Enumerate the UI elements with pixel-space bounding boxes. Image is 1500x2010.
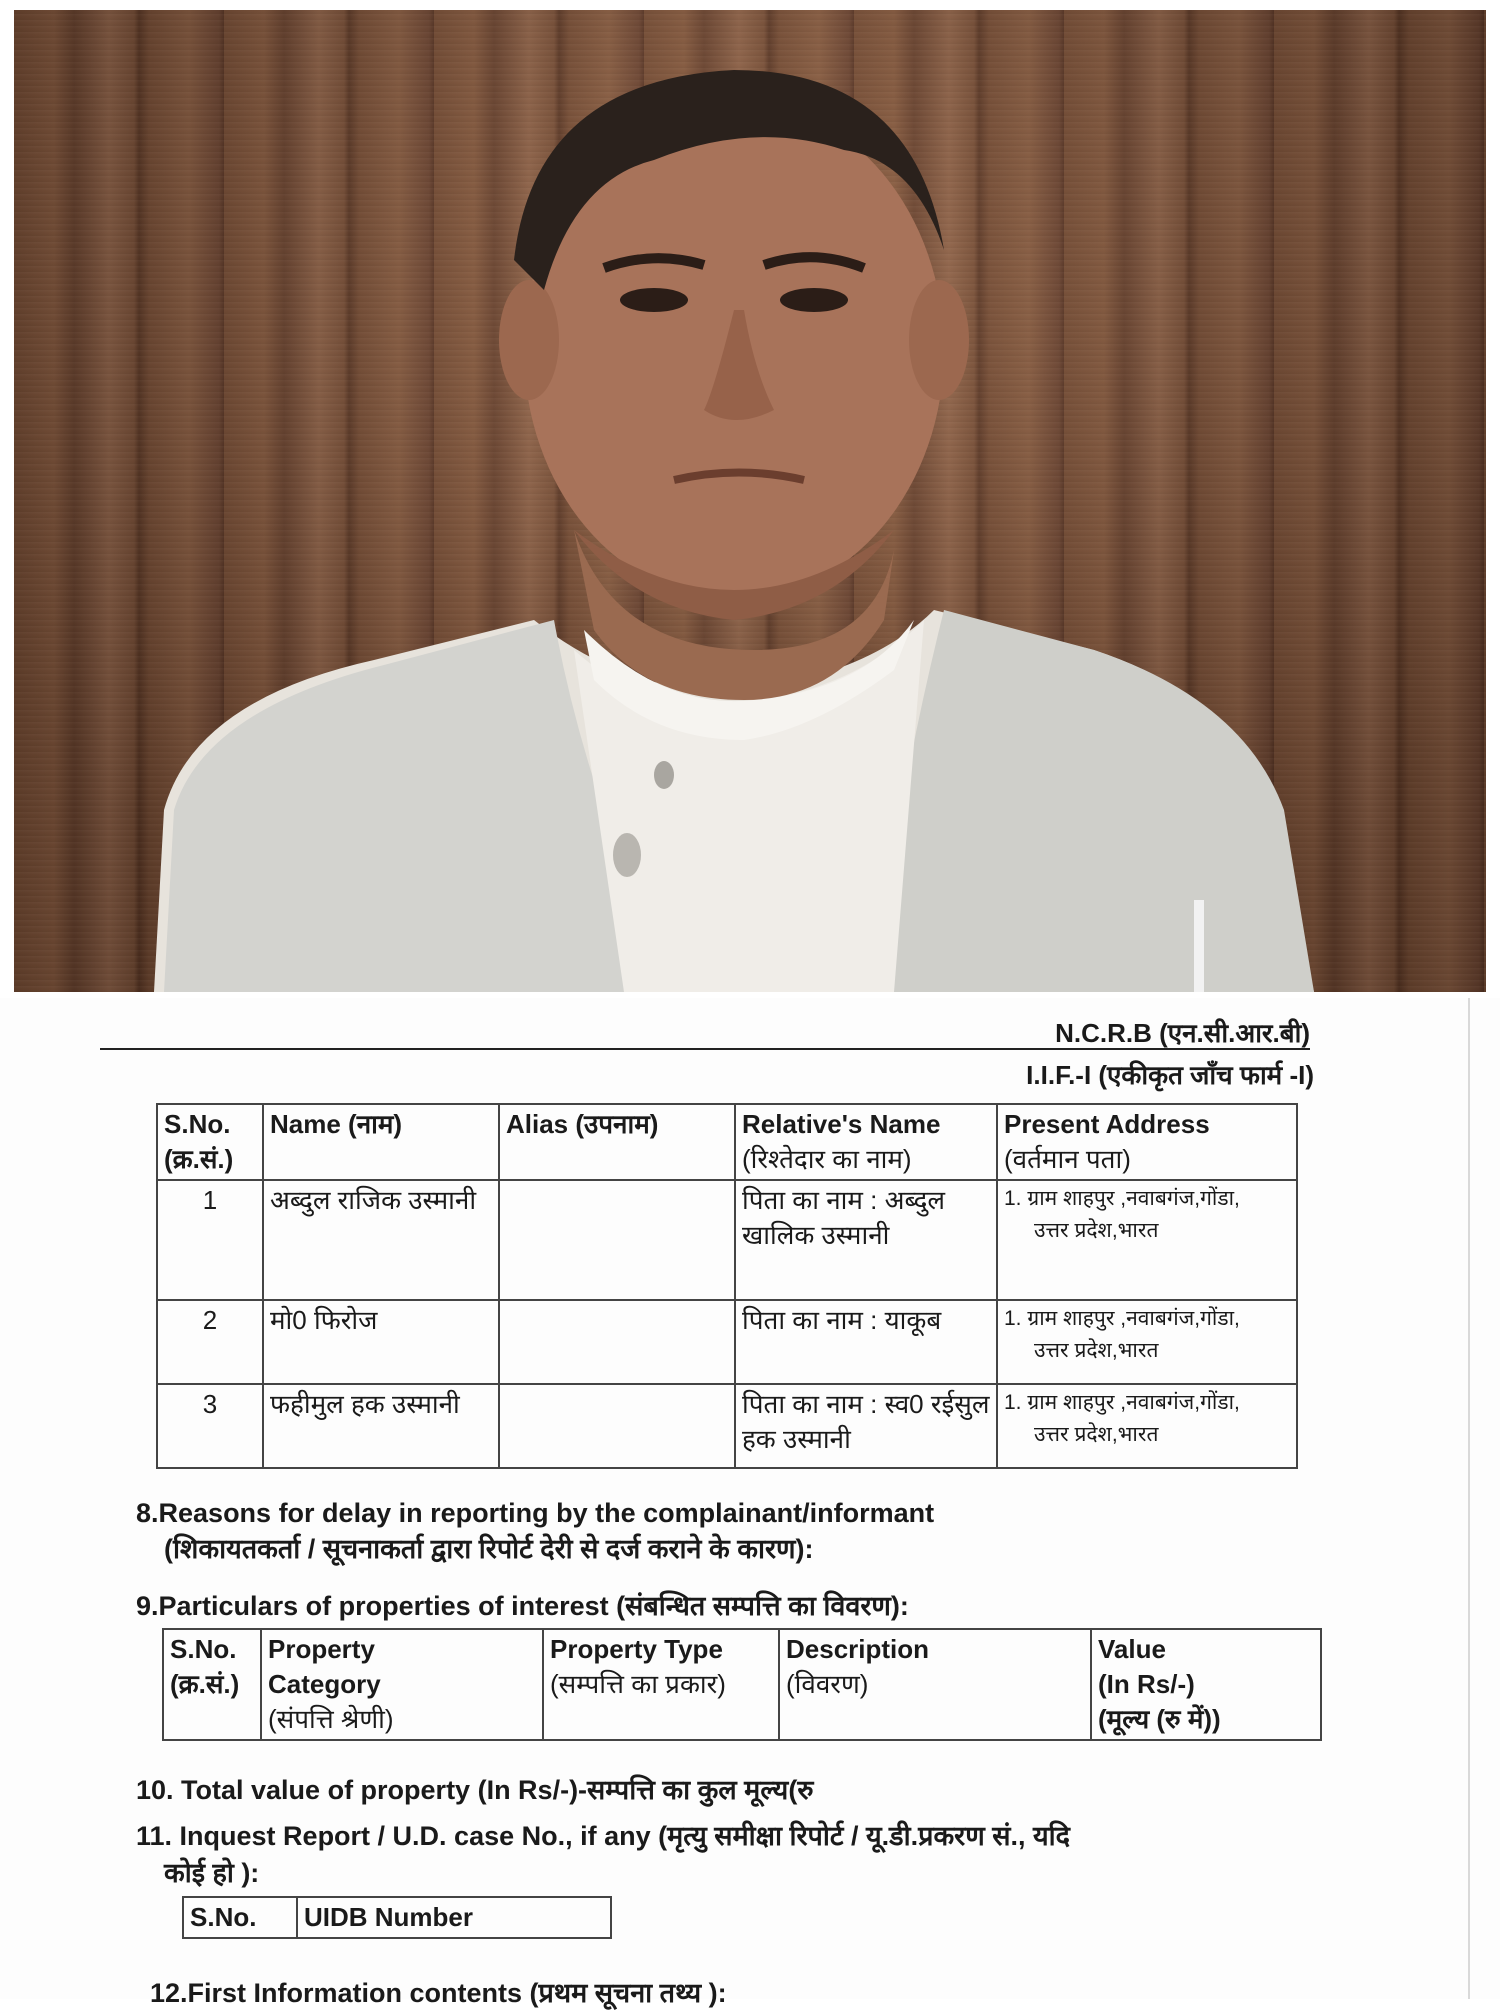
accused-table-header <box>157 1104 1297 1180</box>
prop-col-type-label-hi: (सम्पत्ति का प्रकार) <box>550 1669 726 1700</box>
table-row <box>157 1180 1297 1300</box>
row-name: फहीमुल हक उस्मानी <box>263 1384 499 1468</box>
row-relative: पिता का नाम : याकूब <box>735 1300 997 1384</box>
col-address <box>997 1104 1297 1180</box>
item-8 <box>136 1498 934 1566</box>
ear-right <box>909 280 969 400</box>
item-8-label: 8.Reasons for delay in reporting by the complainant/informant <box>136 1498 935 1528</box>
item-11-label: 11. Inquest Report / U.D. case No., if any (मृत्यु समीक्षा रिपोर्ट / यू.डी.प्रकरण सं., यदि <box>136 1821 1070 1851</box>
row-relative: पिता का नाम : अब्दुल खालिक उस्मानी <box>735 1180 997 1300</box>
row-sno: 3 <box>157 1384 263 1468</box>
prop-col-sno-label-hi: (क्र.सं.) <box>170 1669 240 1700</box>
eye-left <box>620 288 688 312</box>
row-sno: 1 <box>157 1180 263 1300</box>
prop-col-value-label-hi: (मूल्य (रु में)) <box>1098 1704 1221 1735</box>
pen <box>1194 900 1204 992</box>
col-relative <box>735 1104 997 1180</box>
item-8-label-hi: (शिकायतकर्ता / सूचनाकर्ता द्वारा रिपोर्ट देरी से दर्ज कराने के कारण): <box>164 1534 814 1564</box>
prop-col-description <box>779 1629 1091 1740</box>
header-ncrb: N.C.R.B (एन.सी.आर.बी) <box>1055 1018 1310 1048</box>
prop-col-category-label-2: Category <box>268 1669 381 1700</box>
ear-left <box>499 280 559 400</box>
prop-col-value <box>1091 1629 1321 1740</box>
prop-col-sno-label: S.No. <box>170 1634 237 1664</box>
col-sno-label: S.No. <box>164 1109 231 1139</box>
row-alias <box>499 1384 735 1468</box>
prop-col-value-label: Value <box>1098 1634 1166 1664</box>
col-address-label: Present Address <box>1004 1109 1210 1139</box>
prop-col-type <box>543 1629 779 1740</box>
row-address-line1: 1. ग्राम शाहपुर ,नवाबगंज,गोंडा, <box>1004 1187 1240 1211</box>
header-iif: I.I.F.-I (एकीकृत जाँच फार्म -I) <box>1026 1060 1314 1090</box>
vest-right <box>894 610 1314 992</box>
page-edge <box>1468 998 1470 1999</box>
property-table-header <box>163 1629 1321 1740</box>
header-rule <box>100 1048 1310 1050</box>
prop-col-type-label: Property Type <box>550 1634 723 1664</box>
col-sno-label-hi: (क्र.सं.) <box>164 1144 234 1175</box>
row-sno: 2 <box>157 1300 263 1384</box>
table-row <box>157 1300 1297 1384</box>
uidb-col-sno: S.No. <box>183 1897 297 1938</box>
item-11 <box>136 1816 1070 1890</box>
prop-col-category-label-hi: (संपत्ति श्रेणी) <box>268 1704 394 1735</box>
col-sno <box>157 1104 263 1180</box>
row-address <box>997 1300 1297 1384</box>
row-address <box>997 1384 1297 1468</box>
prop-col-description-label-hi: (विवरण) <box>786 1669 869 1700</box>
row-address-line1: 1. ग्राम शाहपुर ,नवाबगंज,गोंडा, <box>1004 1307 1240 1331</box>
row-address <box>997 1180 1297 1300</box>
fir-document <box>0 998 1500 2008</box>
col-address-label-hi: (वर्तमान पता) <box>1004 1144 1131 1175</box>
uidb-table-header <box>183 1897 611 1938</box>
item-10-label: 10. Total value of property (In Rs/-)-सम्पत्ति का कुल मूल्य(रु <box>136 1775 814 1805</box>
item-9-label: 9.Particulars of properties of interest (संबन्धित सम्पत्ति का विवरण): <box>136 1591 909 1621</box>
prop-col-sno <box>163 1629 261 1740</box>
row-address-line1: 1. ग्राम शाहपुर ,नवाबगंज,गोंडा, <box>1004 1391 1240 1415</box>
uidb-table <box>182 1896 612 1939</box>
shirt-button <box>654 761 674 789</box>
man-figure-illustration <box>14 10 1486 992</box>
item-11-label-cont: कोई हो ): <box>164 1858 260 1888</box>
row-alias <box>499 1300 735 1384</box>
col-alias: Alias (उपनाम) <box>499 1104 735 1180</box>
vest-left <box>164 620 624 992</box>
prop-col-category-label: Property <box>268 1634 375 1664</box>
col-relative-label: Relative's Name <box>742 1109 941 1139</box>
row-name: मो0 फिरोज <box>263 1300 499 1384</box>
row-address-line2: उत्तर प्रदेश,भारत <box>1034 1218 1159 1242</box>
prop-col-description-label: Description <box>786 1634 930 1664</box>
uidb-col-number: UIDB Number <box>297 1897 611 1938</box>
row-address-line2: उत्तर प्रदेश,भारत <box>1034 1338 1159 1362</box>
eye-right <box>780 288 848 312</box>
row-relative: पिता का नाम : स्व0 रईसुल हक उस्मानी <box>735 1384 997 1468</box>
row-alias <box>499 1180 735 1300</box>
col-relative-label-hi: (रिश्तेदार का नाम) <box>742 1144 912 1175</box>
property-table <box>162 1628 1322 1741</box>
col-name: Name (नाम) <box>263 1104 499 1180</box>
prop-col-category <box>261 1629 543 1740</box>
vest-button <box>613 833 641 877</box>
speaker-photo <box>14 10 1486 992</box>
table-row <box>157 1384 1297 1468</box>
item-12-label: 12.First Information contents (प्रथम सूचना तथ्य ): <box>150 1978 727 2008</box>
row-address-line2: उत्तर प्रदेश,भारत <box>1034 1422 1159 1446</box>
accused-table <box>156 1103 1298 1469</box>
prop-col-value-label-2: (In Rs/-) <box>1098 1669 1195 1700</box>
row-name: अब्दुल राजिक उस्मानी <box>263 1180 499 1300</box>
